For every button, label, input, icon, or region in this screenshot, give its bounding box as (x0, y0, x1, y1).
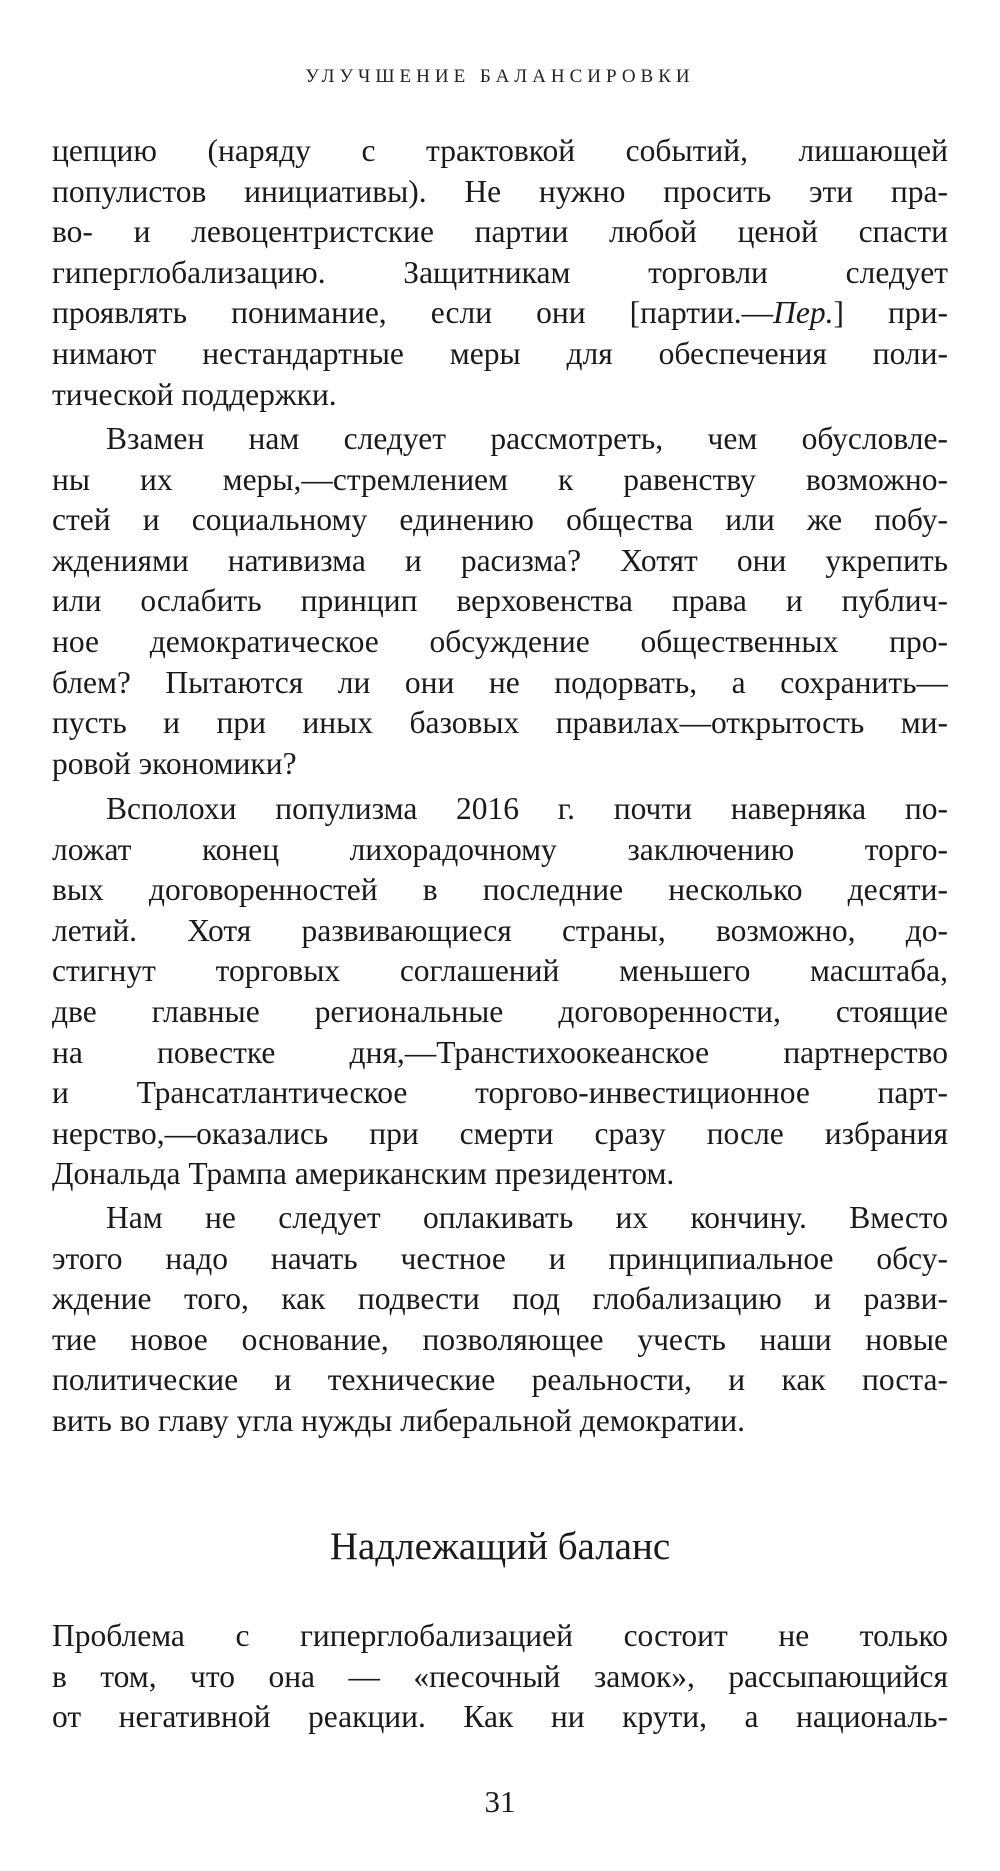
text-line: Нам не следует оплакивать их кончину. Вместо (106, 1200, 948, 1235)
text-line: цепцию (наряду с трактовкой событий, лишающей (52, 133, 948, 168)
text-line: от негативной реакции. Как ни крути, а националь- (52, 1699, 948, 1735)
paragraph (52, 419, 948, 784)
text-line: две главные региональные договоренности, стоящие (52, 993, 948, 1029)
text-line: ное демократическое обсуждение общественных про- (52, 623, 948, 659)
paragraph (52, 131, 948, 415)
text-line: этого надо начать честное и принципиальное обсу- (52, 1240, 948, 1276)
text-line: или ослабить принцип верховенства права и публич- (52, 583, 948, 619)
text-line: ровой экономики? (52, 745, 297, 781)
text-line: вить во главу угла нужды либеральной демократии. (52, 1402, 745, 1438)
page-number: 31 (484, 1784, 516, 1819)
text-line: ждениями нативизма и расизма? Хотят они укрепить (52, 542, 948, 578)
translator-note: Пер. (773, 295, 834, 331)
text-line: и Трансатлантическое торгово-инвестиционное парт- (52, 1075, 948, 1111)
text-line: на повестке дня,—Транстихоокеанское партнерство (52, 1034, 948, 1070)
text-line: Дональда Трампа американским президентом. (52, 1156, 675, 1192)
paragraph (52, 1198, 948, 1442)
text-line: популистов инициативы). Не нужно просить эти пра- (52, 173, 948, 209)
text-line: во- и левоцентристские партии любой ценой спасти (52, 214, 948, 250)
text-line: ждение того, как подвести под глобализацию и разви- (52, 1281, 948, 1317)
text-line: стигнут торговых соглашений меньшего масштаба, (52, 953, 948, 989)
text-line: ложат конец лихорадочному заключению торго- (52, 831, 948, 867)
text-line: Всполохи популизма 2016 г. почти наверняка по- (106, 791, 948, 826)
text-line: летий. Хотя развивающиеся страны, возможно, до- (52, 912, 948, 948)
text-line: ны их меры,—стремлением к равенству возможно- (52, 461, 948, 497)
text-line: стей и социальному единению общества или же побу- (52, 502, 948, 538)
text-line: гиперглобализацию. Защитникам торговли следует (52, 254, 948, 290)
text-line: вых договоренностей в последние несколько десяти- (52, 872, 948, 908)
text-line: Взамен нам следует рассмотреть, чем обусловле- (106, 421, 948, 456)
text-line: тие новое основание, позволяющее учесть наши новые (52, 1321, 948, 1357)
text-line: пусть и при иных базовых правилах—открытость ми- (52, 705, 948, 741)
text-line: Проблема с гиперглобализацией состоит не только (52, 1618, 948, 1653)
paragraph (52, 789, 948, 1195)
text-line: нерство,—оказались при смерти сразу после избрания (52, 1115, 948, 1151)
section-heading: Надлежащий баланс (329, 1525, 671, 1568)
text-line (52, 293, 948, 334)
text-line: в том, что она — «песочный замок», рассыпающийся (52, 1658, 948, 1694)
text-line: нимают нестандартные меры для обеспечения поли- (52, 335, 948, 371)
text-line: блем? Пытаются ли они не подорвать, а сохранить— (52, 664, 948, 700)
text-segment: проявлять понимание, если они [партии.— (52, 295, 774, 331)
text-segment: ] при- (833, 295, 948, 331)
text-line: политические и технические реальности, и как поста- (52, 1362, 948, 1398)
running-head: УЛУЧШЕНИЕ БАЛАНСИРОВКИ (305, 66, 695, 87)
text-line: тической поддержки. (52, 376, 337, 412)
paragraph (52, 1616, 948, 1738)
